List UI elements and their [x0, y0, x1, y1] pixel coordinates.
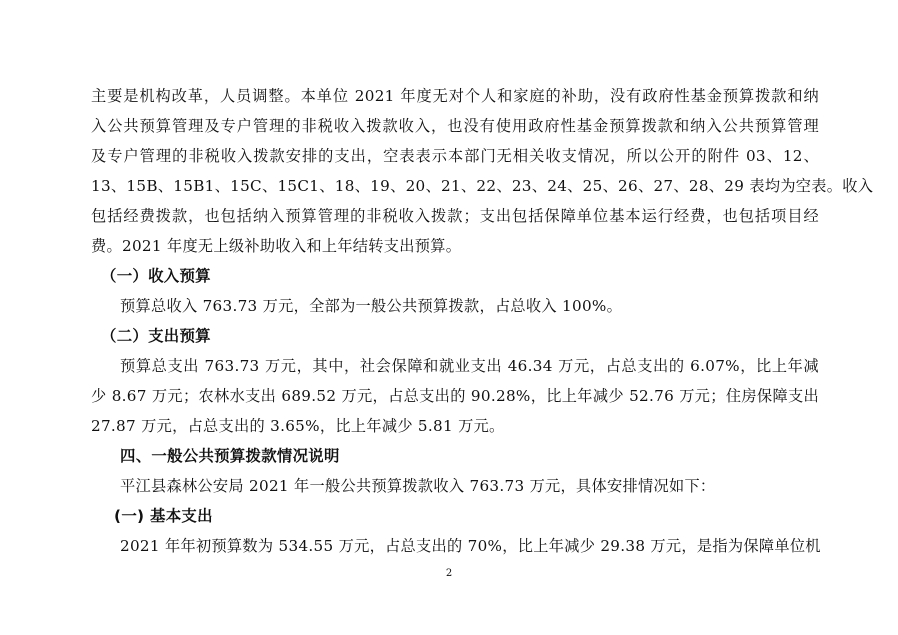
body-text-line: 预算总支出 763.73 万元，其中，社会保障和就业支出 46.34 万元，占总支出的 6.07%，比上年减	[120, 357, 819, 375]
section-heading-income-budget: （一）收入预算	[101, 267, 211, 285]
body-text-line: 平江县森林公安局 2021 年一般公共预算拨款收入 763.73 万元，具体安排情况如下：	[120, 477, 716, 495]
body-text-line: 2021 年年初预算数为 534.55 万元，占总支出的 70%，比上年减少 29.38 万元，是指为保障单位机	[120, 537, 821, 555]
body-text-line: 及专户管理的非税收入拨款安排的支出，空表表示本部门无相关收支情况，所以公开的附件 03、12、	[91, 147, 819, 165]
section-heading-general-budget: 四、一般公共预算拨款情况说明	[120, 447, 340, 465]
page-number: 2	[445, 568, 453, 579]
section-heading-expense-budget: （二）支出预算	[101, 327, 211, 345]
body-text-line: 少 8.67 万元；农林水支出 689.52 万元，占总支出的 90.28%，比上年减少 52.76 万元；住房保障支出	[91, 387, 819, 405]
body-text-line: 主要是机构改革，人员调整。本单位 2021 年度无对个人和家庭的补助，没有政府性基金预算拨款和纳	[91, 87, 819, 105]
body-text-line: 27.87 万元，占总支出的 3.65%，比上年减少 5.81 万元。	[91, 417, 505, 435]
body-text-line: 费。2021 年度无上级补助收入和上年结转支出预算。	[91, 237, 462, 255]
body-text-line: 预算总收入 763.73 万元，全部为一般公共预算拨款，占总收入 100%。	[120, 297, 623, 315]
section-heading-basic-expense: (一) 基本支出	[114, 507, 213, 525]
body-text-line: 13、15B、15B1、15C、15C1、18、19、20、21、22、23、24、25、26、27、28、29 表均为空表。收入	[91, 177, 874, 195]
body-text-line: 入公共预算管理及专户管理的非税收入拨款收入，也没有使用政府性基金预算拨款和纳入公共预算管理	[91, 117, 819, 135]
body-text-line: 包括经费拨款，也包括纳入预算管理的非税收入拨款；支出包括保障单位基本运行经费，也包括项目经	[91, 207, 819, 225]
